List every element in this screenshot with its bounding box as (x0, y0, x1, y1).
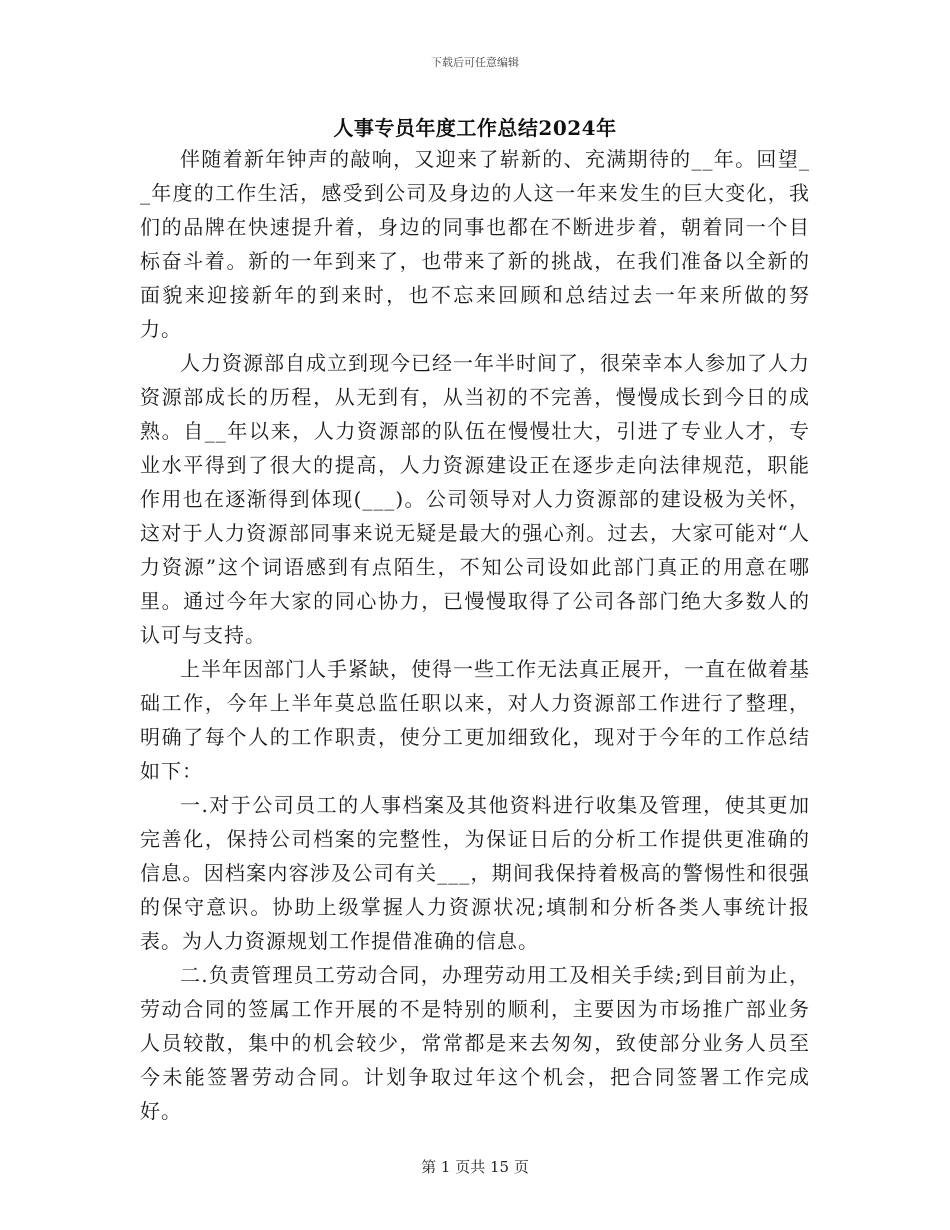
header-note: 下载后可任意编辑 (431, 56, 519, 69)
paragraph-first-half-year: 上半年因部门人手紧缺，使得一些工作无法真正展开，一直在做着基础工作，今年上半年莫总监任职以来，对人力资源部工作进行了整理，明确了每个人的工作职责，使分工更加细致化，现对于今年的工作总结如下： (140, 657, 810, 783)
document-body (140, 142, 810, 1128)
paragraph-item-2-contracts: 二.负责管理员工劳动合同，办理劳动用工及相关手续;到目前为止，劳动合同的签属工作开展的不是特别的顺利，主要因为市场推广部业务人员较散，集中的机会较少，常常都是来去匆匆，致使部分业务人员至今未能签署劳动合同。计划争取过年这个机会，把合同签署工作完成好。 (140, 963, 810, 1123)
paragraph-item-1-archives: 一.对于公司员工的人事档案及其他资料进行收集及管理，使其更加完善化，保持公司档案的完整性，为保证日后的分析工作提供更准确的信息。因档案内容涉及公司有关___，期间我保持着极高的警惕性和很强的保守意识。协助上级掌握人力资源状况;填制和分析各类人事统计报表。为人力资源规划工作提借准确的信息。 (140, 793, 810, 953)
page-number: 第 1 页共 15 页 (421, 1158, 529, 1176)
paragraph-department-history: 人力资源部自成立到现今已经一年半时间了，很荣幸本人参加了人力资源部成长的历程，从无到有，从当初的不完善，慢慢成长到今日的成熟。自__年以来，人力资源部的队伍在慢慢壮大，引进了专业人才，专业水平得到了很大的提高，人力资源建设正在逐步走向法律规范，职能作用也在逐渐得到体现(___)。公司领导对人力资源部的建设极为关怀，这对于人力资源部同事来说无疑是最大的强心剂。过去，大家可能对“人力资源”这个词语感到有点陌生，不知公司设如此部门真正的用意在哪里。通过今年大家的同心协力，已慢慢取得了公司各部门绝大多数人的认可与支持。 (140, 351, 810, 647)
document-title: 人事专员年度工作总结2024年 (333, 116, 617, 140)
paragraph-intro: 伴随着新年钟声的敲响，又迎来了崭新的、充满期待的__年。回望__年度的工作生活，感受到公司及身边的人这一年来发生的巨大变化，我们的品牌在快速提升着，身边的同事也都在不断进步着，朝着同一个目标奋斗着。新的一年到来了，也带来了新的挑战，在我们准备以全新的面貌来迎接新年的到来时，也不忘来回顾和总结过去一年来所做的努力。 (140, 147, 810, 341)
